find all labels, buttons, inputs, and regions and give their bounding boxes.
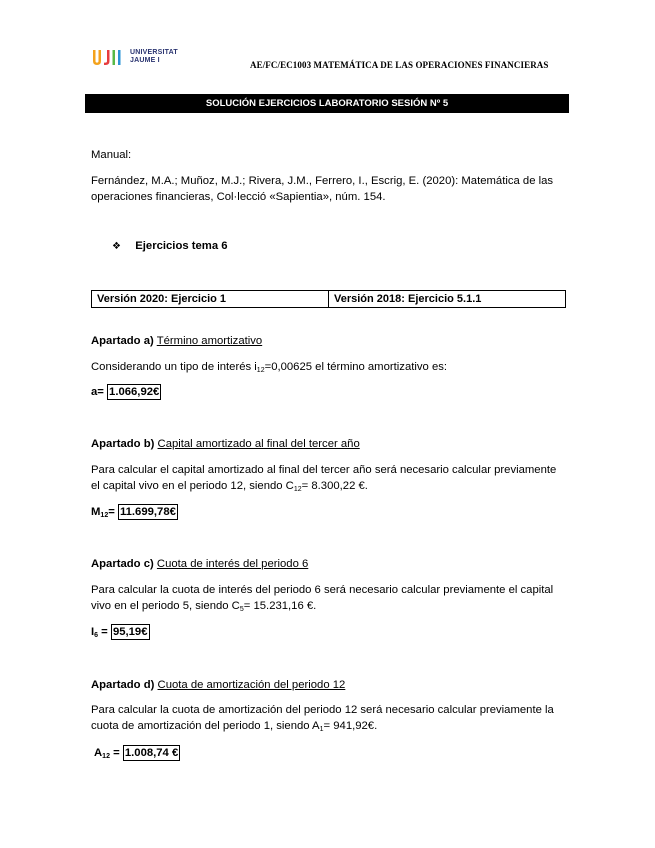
- part-b-result-value: 11.699,78€: [119, 506, 176, 518]
- part-a-label: Apartado a): [91, 335, 154, 347]
- part-b-label: Apartado b): [91, 438, 155, 450]
- diamond-bullet-icon: ❖: [112, 241, 121, 252]
- course-header: AE/FC/EC1003 MATEMÁTICA DE LAS OPERACIONES FINANCIERAS: [250, 60, 549, 70]
- part-c-text-post: = 15.231,16 €.: [243, 600, 317, 612]
- part-c-result: [91, 624, 567, 640]
- part-d-label: Apartado d): [91, 679, 155, 691]
- part-c-title: Cuota de interés del periodo 6: [156, 558, 309, 570]
- part-c-text: [91, 582, 567, 614]
- logo-line-2: JAUME I: [130, 57, 160, 64]
- part-c-result-sub: 6: [94, 632, 99, 639]
- version-2018-cell: Versión 2018: Ejercicio 5.1.1: [328, 291, 565, 307]
- manual-label: Manual:: [91, 149, 132, 161]
- logo-line-1: UNIVERSITAT: [130, 49, 178, 56]
- part-d-result-var: A: [94, 747, 103, 759]
- part-d-text-sub: 1: [319, 726, 324, 733]
- manual-reference: Fernández, M.A.; Muñoz, M.J.; Rivera, J.M., Ferrero, I., Escrig, E. (2020): Matemática de las operaciones financieras, Col·lecció «Sapientia», núm. 154.: [91, 175, 554, 203]
- part-b-text-pre: Para calcular el capital amortizado al final del tercer año será necesario calcular previamente el capital vivo en el periodo 12, siendo C: [91, 464, 557, 492]
- part-c-result-eq: =: [98, 626, 108, 638]
- part-d-title: Cuota de amortización del periodo 12: [157, 679, 346, 691]
- part-d-text-post: = 941,92€.: [323, 720, 378, 732]
- section-label: Ejercicios tema 6: [135, 240, 228, 252]
- logo-text: [130, 49, 178, 65]
- part-a-result: [91, 384, 567, 400]
- part-c-text-sub: 5: [239, 606, 244, 613]
- part-b-text: [91, 462, 567, 494]
- part-b-result-eq: =: [108, 506, 115, 518]
- part-c-result-value: 95,19€: [112, 626, 148, 638]
- part-b-result: [91, 504, 567, 520]
- part-d-result-sub: 12: [102, 753, 110, 760]
- version-2020-cell: Versión 2020: Ejercicio 1: [97, 293, 227, 305]
- part-d-result-value: 1.008,74 €: [124, 747, 179, 759]
- part-b-text-post: = 8.300,22 €.: [301, 480, 368, 492]
- part-b-text-sub: 12: [293, 486, 302, 493]
- section-heading: [112, 240, 228, 252]
- part-a-text-post: =0,00625 el término amortizativo es:: [264, 361, 448, 373]
- part-c-label: Apartado c): [91, 558, 154, 570]
- part-b-title: Capital amortizado al final del tercer año: [157, 438, 360, 450]
- page-title: SOLUCIÓN EJERCICIOS LABORATORIO SESIÓN Nº 5: [85, 94, 569, 113]
- uji-logo-icon: [92, 48, 128, 66]
- part-a-heading: [91, 333, 567, 349]
- part-a-result-var: a=: [91, 386, 104, 398]
- part-d-result: [94, 745, 570, 761]
- part-c-heading: [91, 556, 567, 572]
- part-a-text-sub: 12: [256, 367, 265, 374]
- part-a-result-value: 1.066,92€: [109, 386, 160, 398]
- part-a-text-pre: Considerando un tipo de interés i: [91, 361, 257, 373]
- part-d-heading: [91, 677, 567, 693]
- part-b-result-sub: 12: [100, 512, 109, 519]
- part-c-result-var: I: [91, 626, 95, 638]
- part-c-text-pre: Para calcular la cuota de interés del periodo 6 será necesario calcular previamente el capital vivo en el periodo 5, siendo C: [91, 584, 554, 612]
- version-table: [91, 290, 566, 308]
- part-a-title: Término amortizativo: [156, 335, 263, 347]
- part-b-heading: [91, 436, 567, 452]
- part-a-text: [91, 359, 567, 375]
- part-d-text-pre: Para calcular la cuota de amortización del periodo 12 será necesario calcular previamente la cuota de amortización del periodo 1, siendo A: [91, 704, 554, 732]
- part-d-text: [91, 702, 567, 734]
- university-logo: [92, 48, 192, 68]
- part-d-result-eq: =: [109, 747, 120, 759]
- part-b-result-var: M: [91, 506, 101, 518]
